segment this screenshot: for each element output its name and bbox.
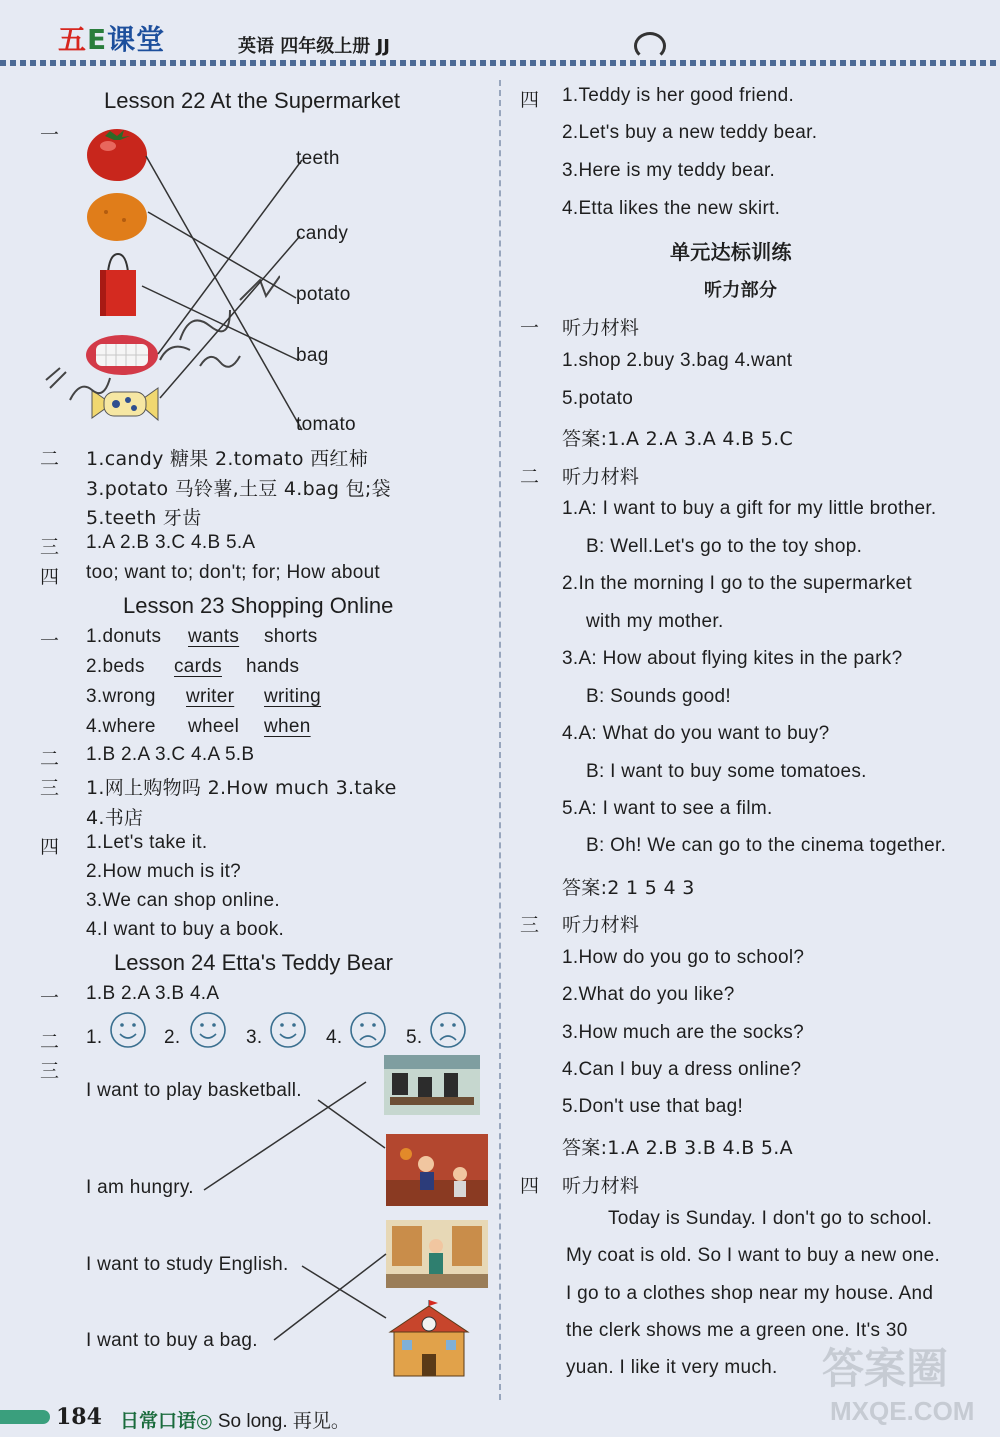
answer-key: 答案:1.A 2.A 3.A 4.B 5.C xyxy=(562,428,794,450)
answer-line: too; want to; don't; for; How about xyxy=(86,562,381,583)
section-marker: 一 xyxy=(40,630,60,652)
passage-line: the clerk shows me a green one. It's 30 xyxy=(566,1320,908,1341)
dialogue-line: 4.A: What do you want to buy? xyxy=(562,723,830,744)
answer-line: 3.potato 马铃薯,土豆 4.bag 包;袋 xyxy=(86,478,391,500)
answer-line: 1.Let's take it. xyxy=(86,832,208,853)
section-marker: 三 xyxy=(40,536,60,558)
match-word: bag xyxy=(296,345,329,366)
dialogue-line: B: Well.Let's go to the toy shop. xyxy=(586,536,863,557)
watermark-logo: 答案圈 xyxy=(822,1344,949,1393)
dialogue-line: B: I want to buy some tomatoes. xyxy=(586,761,867,782)
match-word: candy xyxy=(296,223,349,244)
listening-part-title: 听力部分 xyxy=(704,280,778,301)
answer-line: 1.B 2.A 3.C 4.A 5.B xyxy=(86,744,255,765)
daily-phrase-label: 日常口语◎ xyxy=(120,1410,213,1432)
face-number: 3. xyxy=(246,1027,263,1048)
listening-material-label: 听力材料 xyxy=(562,466,640,488)
section-marker: 二 xyxy=(40,748,60,770)
match-word: potato xyxy=(296,284,351,305)
section-marker: 三 xyxy=(40,777,60,799)
answer-key: 答案:1.A 2.B 3.B 4.B 5.A xyxy=(562,1137,793,1159)
question-line: 2.What do you like? xyxy=(562,984,735,1005)
section-marker: 二 xyxy=(40,1031,60,1053)
answer-line: 1.网上购物吗 2.How much 3.take xyxy=(86,777,397,799)
answer-line: 4.I want to buy a book. xyxy=(86,919,285,940)
answer-key: 答案:2 1 5 4 3 xyxy=(562,877,695,899)
section-marker: 一 xyxy=(520,317,540,339)
passage-line: My coat is old. So I want to buy a new one. xyxy=(566,1245,941,1266)
lesson-23-title: Lesson 23 Shopping Online xyxy=(123,593,394,618)
answer-line: 1.A 2.B 3.C 4.B 5.A xyxy=(86,532,256,553)
sentence: I want to play basketball. xyxy=(86,1080,302,1101)
passage-line: yuan. I like it very much. xyxy=(566,1357,778,1378)
section-marker: 二 xyxy=(40,448,60,470)
section-marker: 四 xyxy=(520,89,540,111)
word-item: wheel xyxy=(188,716,240,737)
word-item: wants xyxy=(188,626,240,647)
word-item: writer xyxy=(186,686,235,707)
face-number: 4. xyxy=(326,1027,343,1048)
face-number: 2. xyxy=(164,1027,181,1048)
sentence: I want to study English. xyxy=(86,1254,289,1275)
brand-logo: 五E课堂 xyxy=(58,23,166,56)
face-number: 1. xyxy=(86,1027,103,1048)
section-marker: 一 xyxy=(40,987,60,1009)
passage-line: Today is Sunday. I don't go to school. xyxy=(608,1208,933,1229)
word-item: 4.where xyxy=(86,716,156,737)
face-number: 5. xyxy=(406,1027,423,1048)
page-number: 184 xyxy=(56,1404,102,1430)
match-word: teeth xyxy=(296,148,340,169)
word-item: when xyxy=(264,716,311,737)
lesson-24-title: Lesson 24 Etta's Teddy Bear xyxy=(114,950,393,975)
word-item: 3.wrong xyxy=(86,686,156,707)
answer-line: 3.Here is my teddy bear. xyxy=(562,160,776,181)
daily-phrase xyxy=(120,1406,350,1433)
lesson-22-title: Lesson 22 At the Supermarket xyxy=(104,88,400,113)
answer-line: 5.potato xyxy=(562,388,634,409)
section-marker: 四 xyxy=(520,1175,540,1197)
answer-line: 1.shop 2.buy 3.bag 4.want xyxy=(562,350,793,371)
answer-line: 4.Etta likes the new skirt. xyxy=(562,198,781,219)
answer-line: 4.书店 xyxy=(86,807,144,829)
word-item: 1.donuts xyxy=(86,626,162,647)
daily-phrase-text: So long. 再见。 xyxy=(217,1411,350,1432)
section-marker: 三 xyxy=(520,914,540,936)
footer-ribbon xyxy=(0,1410,50,1424)
word-item: writing xyxy=(264,686,322,707)
word-item: hands xyxy=(246,656,300,677)
listening-material-label: 听力材料 xyxy=(562,1175,640,1197)
question-line: 5.Don't use that bag! xyxy=(562,1096,744,1117)
book-subtitle: 英语 四年级上册 JJ xyxy=(238,36,390,57)
section-marker: 一 xyxy=(40,124,60,146)
word-item: shorts xyxy=(264,626,318,647)
sentence: I am hungry. xyxy=(86,1177,194,1198)
dialogue-line: 2.In the morning I go to the supermarket xyxy=(562,573,912,594)
knot-ornament xyxy=(634,32,666,60)
answer-line: 3.We can shop online. xyxy=(86,890,280,911)
question-line: 1.How do you go to school? xyxy=(562,947,805,968)
section-marker: 三 xyxy=(40,1060,60,1082)
answer-line: 1.B 2.A 3.B 4.A xyxy=(86,983,220,1004)
passage-line: I go to a clothes shop near my house. And xyxy=(566,1283,934,1304)
word-item: 2.beds xyxy=(86,656,145,677)
answer-line: 5.teeth 牙齿 xyxy=(86,507,202,529)
answer-line: 2.How much is it? xyxy=(86,861,242,882)
listening-material-label: 听力材料 xyxy=(562,914,640,936)
question-line: 3.How much are the socks? xyxy=(562,1022,804,1043)
dialogue-line: 3.A: How about flying kites in the park? xyxy=(562,648,903,669)
answer-line: 1.Teddy is her good friend. xyxy=(562,85,795,106)
dialogue-line: with my mother. xyxy=(586,611,724,632)
section-marker: 四 xyxy=(40,566,60,588)
sentence: I want to buy a bag. xyxy=(86,1330,258,1351)
answer-line: 2.Let's buy a new teddy bear. xyxy=(562,122,818,143)
unit-test-title: 单元达标训练 xyxy=(670,240,792,264)
word-item: cards xyxy=(174,656,222,677)
watermark-url: MXQE.COM xyxy=(830,1396,975,1426)
dialogue-line: 5.A: I want to see a film. xyxy=(562,798,773,819)
listening-material-label: 听力材料 xyxy=(562,317,640,339)
dialogue-line: 1.A: I want to buy a gift for my little brother. xyxy=(562,498,937,519)
match-word: tomato xyxy=(296,414,356,435)
section-marker: 二 xyxy=(520,466,540,488)
answer-line: 1.candy 糖果 2.tomato 西红柿 xyxy=(86,448,369,470)
dialogue-line: B: Oh! We can go to the cinema together. xyxy=(586,835,947,856)
section-marker: 四 xyxy=(40,836,60,858)
question-line: 4.Can I buy a dress online? xyxy=(562,1059,802,1080)
dialogue-line: B: Sounds good! xyxy=(586,686,731,707)
